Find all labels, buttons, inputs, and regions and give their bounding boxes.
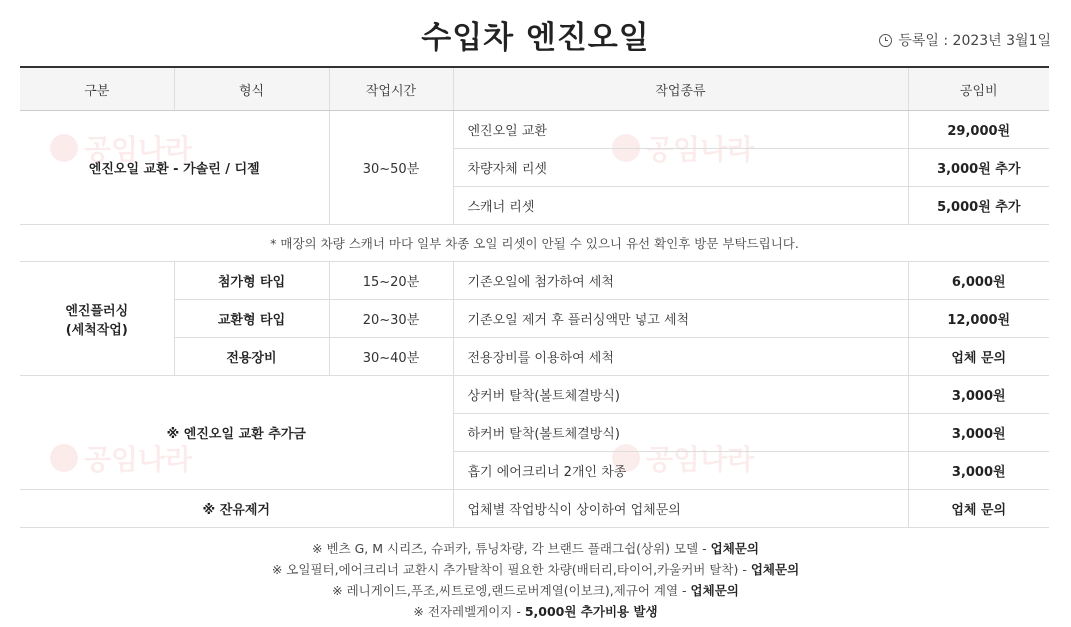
work-cell: 상커버 탈착(볼트체결방식) <box>453 376 908 414</box>
footnote <box>0 538 1071 559</box>
footnote-emphasis: 업체문의 <box>750 562 800 577</box>
work-cell: 기존오일 제거 후 플러싱액만 넣고 세척 <box>453 300 908 338</box>
table-row <box>20 338 1049 376</box>
footnote-text: ※ 오일필터,에어크리너 교환시 추가탈착이 필요한 차량(배터리,타이어,카울커버 탈착) - <box>271 562 751 577</box>
registration-date <box>879 30 1051 50</box>
time-cell: 15~20분 <box>329 262 453 300</box>
price-cell: 업체 문의 <box>908 338 1049 376</box>
price-table <box>20 66 1049 528</box>
table-row <box>20 490 1049 528</box>
work-cell: 업체별 작업방식이 상이하여 업체문의 <box>453 490 908 528</box>
table-row <box>20 262 1049 300</box>
clock-icon <box>879 34 892 47</box>
header-price: 공임비 <box>908 67 1049 111</box>
work-cell: 차량자체 리셋 <box>453 149 908 187</box>
residual-category: ※ 잔유제거 <box>20 490 453 528</box>
type-cell: 첨가형 타입 <box>174 262 329 300</box>
watermark-logo: 공임나라 <box>612 128 754 168</box>
header-type: 형식 <box>174 67 329 111</box>
footnote-text: ※ 레니게이드,푸조,씨트로엥,랜드로버계열(이보크),제규어 계열 - <box>332 583 691 598</box>
price-cell: 12,000원 <box>908 300 1049 338</box>
table-row <box>20 111 1049 149</box>
header-time: 작업시간 <box>329 67 453 111</box>
time-cell: 30~40분 <box>329 338 453 376</box>
work-cell: 전용장비를 이용하여 세척 <box>453 338 908 376</box>
price-cell: 29,000원 <box>908 111 1049 149</box>
footnote <box>0 559 1071 580</box>
footnote-text: ※ 벤츠 G, M 시리즈, 슈퍼카, 튜닝차량, 각 브랜드 플래그쉽(상위) 모델 - <box>312 541 711 556</box>
table-header-row <box>20 67 1049 111</box>
price-cell: 업체 문의 <box>908 490 1049 528</box>
note-row <box>20 225 1049 262</box>
work-cell: 스캐너 리셋 <box>453 187 908 225</box>
oil-change-category: 엔진오일 교환 - 가솔린 / 디젤 <box>20 111 329 225</box>
registration-date-text: 등록일 : 2023년 3월1일 <box>898 33 1051 49</box>
header-work: 작업종류 <box>453 67 908 111</box>
price-cell: 3,000원 <box>908 414 1049 452</box>
work-cell: 엔진오일 교환 <box>453 111 908 149</box>
page-title: 수입차 엔진오일 <box>421 20 650 56</box>
flushing-category-line1: 엔진플러싱 <box>65 303 129 319</box>
table-row <box>20 376 1049 414</box>
work-cell: 하커버 탈착(볼트체결방식) <box>453 414 908 452</box>
footnote-emphasis: 5,000원 추가비용 발생 <box>524 604 658 619</box>
watermark-logo: 공임나라 <box>612 438 754 478</box>
work-cell: 기존오일에 첨가하여 세척 <box>453 262 908 300</box>
price-cell: 3,000원 <box>908 452 1049 490</box>
table-row <box>20 300 1049 338</box>
footnote-emphasis: 업체문의 <box>690 583 739 598</box>
price-cell: 6,000원 <box>908 262 1049 300</box>
footnote <box>0 601 1071 622</box>
flushing-category <box>20 262 174 376</box>
time-cell: 20~30분 <box>329 300 453 338</box>
price-cell: 5,000원 추가 <box>908 187 1049 225</box>
extra-category: ※ 엔진오일 교환 추가금 <box>20 376 453 490</box>
watermark-logo: 공임나라 <box>50 128 192 168</box>
footnote-emphasis: 업체문의 <box>710 541 759 556</box>
oil-change-time: 30~50분 <box>329 111 453 225</box>
work-cell: 흡기 에어크리너 2개인 차종 <box>453 452 908 490</box>
type-cell: 전용장비 <box>174 338 329 376</box>
footnote-text: ※ 전자레벨게이지 - <box>413 604 525 619</box>
price-cell: 3,000원 추가 <box>908 149 1049 187</box>
type-cell: 교환형 타입 <box>174 300 329 338</box>
reset-note: * 매장의 차량 스캐너 마다 일부 차종 오일 리셋이 안될 수 있으니 유선 확인후 방문 부탁드립니다. <box>20 225 1049 262</box>
watermark-logo: 공임나라 <box>50 438 192 478</box>
footnote <box>0 580 1071 601</box>
header-category: 구분 <box>20 67 174 111</box>
flushing-category-line2: (세척작업) <box>65 322 128 338</box>
footnotes <box>0 538 1071 622</box>
price-cell: 3,000원 <box>908 376 1049 414</box>
